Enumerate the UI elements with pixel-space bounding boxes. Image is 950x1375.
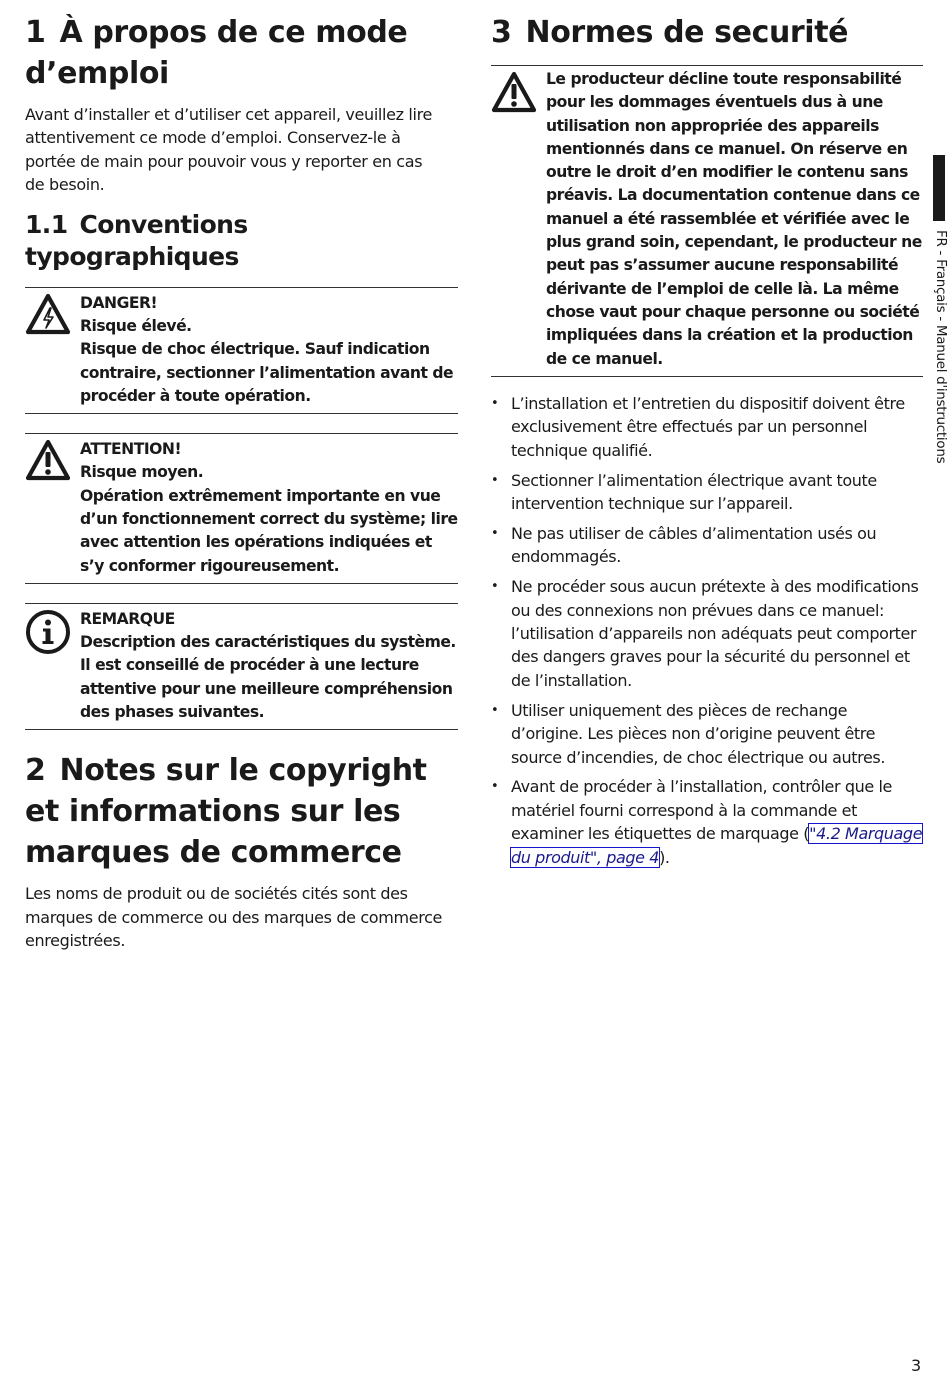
section-3-heading	[491, 12, 923, 53]
safety-disclaimer-text: Le producteur décline toute responsabilité pour les dommages éventuels dus à une utilisation non appropriée des appareils mentionnés dans ce manuel. On réserve en outre le droit d’en modifier le contenu sans préavis. La documentation contenue dans ce manuel a été rassemblée et vérifiée avec le plus grand soin, cependant, le producteur ne peut pas s’assumer aucune responsabilité dérivante de l’emploi de celle là. La même chose vaut pour chaque personne ou société impliquées dans la création et la production de ce manuel.	[546, 70, 922, 368]
list-item-text-after-link: ).	[659, 847, 670, 867]
bullet-icon: •	[491, 472, 499, 488]
section-1-body: Avant d’installer et d’utiliser cet appareil, veuillez lire attentivement ce mode d’emploi. Conservez-le à portée de main pour pouvoir vous y reporter en cas de besoin.	[25, 105, 432, 195]
list-item-text: Utiliser uniquement des pièces de rechange d’origine. Les pièces non d’origine peuvent être source d’incendies, de choc électrique ou autres.	[511, 700, 886, 767]
list-item-text: Ne pas utiliser de câbles d’alimentation usés ou endommagés.	[511, 523, 877, 567]
section-2-body: Les noms de produit ou de sociétés cités sont des marques de commerce ou des marques de commerce enregistrées.	[25, 884, 443, 951]
attention-notice	[25, 433, 458, 584]
remark-notice	[25, 603, 458, 730]
section-title: À propos de ce mode d’emploi	[25, 15, 408, 91]
cross-reference-link[interactable]: "4.2 Marquage du produit", page 4	[511, 824, 923, 867]
section-1-1-heading	[25, 209, 458, 273]
info-icon	[25, 608, 73, 724]
warning-icon	[491, 68, 539, 371]
bullet-icon: •	[491, 702, 499, 718]
notice-level: Risque élevé.	[80, 316, 192, 335]
list-item	[491, 522, 923, 569]
list-item-text-before-link: Avant de procéder à l’installation, contrôler que le matériel fourni correspond à la commande et examiner les étiquettes de marquage (	[511, 777, 892, 844]
right-column	[491, 12, 923, 876]
notice-description: Risque de choc électrique. Sauf indication contraire, sectionner l’alimentation avant de procéder à toute opération.	[80, 340, 454, 405]
section-number: 1.1	[25, 209, 68, 239]
notice-description: Opération extrêmement importante en vue d’un fonctionnement correct du système; lire avec attention les opérations indiquées et s’y conformer rigoureusement.	[80, 486, 458, 575]
danger-notice-text	[80, 292, 458, 408]
list-item	[491, 575, 923, 692]
bullet-icon: •	[491, 525, 499, 541]
list-item-text: Ne procéder sous aucun prétexte à des modifications ou des connexions non prévues dans ce manuel: l’utilisation d’appareils non adéquats peut comporter des dangers graves pour la sécurité du personnel et de l’installation.	[511, 577, 919, 690]
side-tab-marker	[933, 155, 945, 221]
electric-hazard-icon	[25, 292, 73, 408]
section-number: 3	[491, 15, 512, 50]
page-number: 3	[911, 1356, 922, 1375]
bullet-icon: •	[491, 779, 499, 795]
list-item-text: L’installation et l’entretien du dispositif doivent être exclusivement être effectués par un personnel technique qualifié.	[511, 393, 905, 460]
notice-description: Il est conseillé de procéder à une lecture attentive pour une meilleure compréhension des phases suivantes.	[80, 656, 453, 722]
notice-level: Description des caractéristiques du système.	[80, 633, 456, 652]
safety-disclaimer-box	[491, 65, 923, 377]
notice-level: Risque moyen.	[80, 463, 204, 482]
list-item	[491, 469, 923, 516]
list-item	[491, 392, 923, 462]
section-2-heading	[25, 750, 445, 873]
attention-notice-text	[80, 438, 458, 578]
safety-bullet-list	[491, 392, 923, 869]
danger-notice	[25, 287, 458, 414]
bullet-icon: •	[491, 579, 499, 595]
section-title: Conventions typographiques	[25, 209, 248, 271]
list-item	[491, 699, 923, 769]
remark-notice-text	[80, 608, 458, 724]
section-number: 2	[25, 753, 46, 789]
section-title: Notes sur le copyright et informations sur les marques de commerce	[25, 753, 427, 871]
left-column	[25, 12, 458, 953]
section-1-heading	[25, 12, 445, 94]
notice-heading: DANGER!	[80, 293, 158, 312]
warning-icon	[25, 438, 73, 578]
notice-heading: ATTENTION!	[80, 440, 182, 459]
notice-heading: REMARQUE	[80, 609, 175, 628]
list-item	[491, 775, 923, 869]
list-item-text: Sectionner l’alimentation électrique avant toute intervention technique sur l’appareil.	[511, 470, 877, 513]
side-tab-label: FR - Français - Manuel d'instructions	[933, 230, 949, 464]
section-number: 1	[25, 15, 46, 50]
section-title: Normes de securité	[525, 15, 849, 50]
bullet-icon: •	[491, 395, 499, 411]
